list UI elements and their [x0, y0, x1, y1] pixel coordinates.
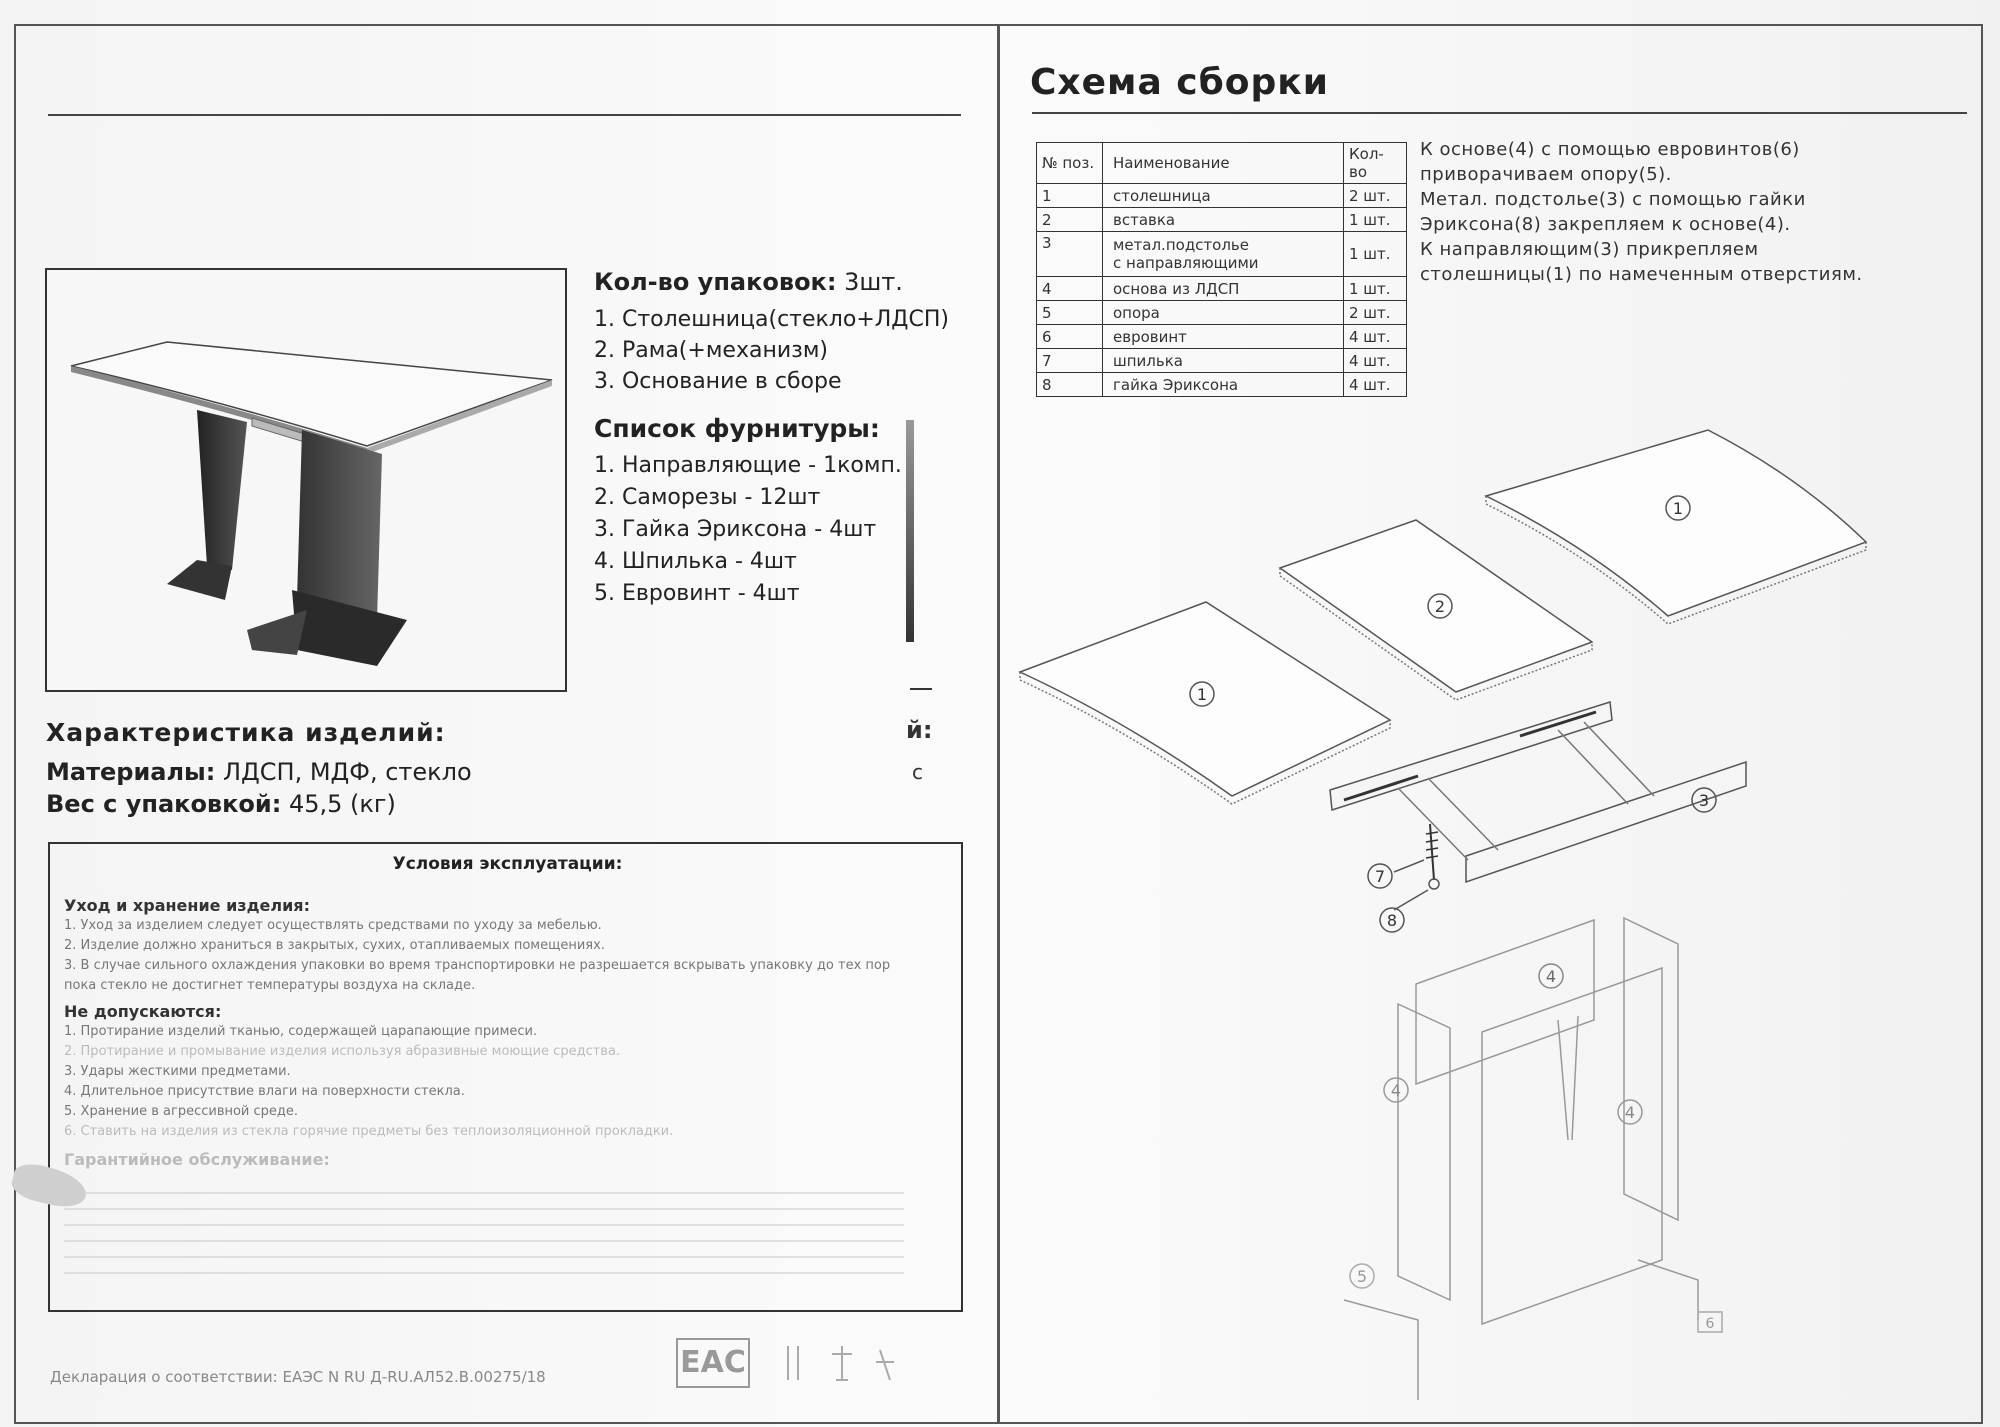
forbidden-item: 2. Протирание и промывание изделия используя абразивные моющие средства.: [64, 1044, 621, 1059]
eac-mark: ЕАС: [676, 1338, 750, 1388]
list-item: 2. Саморезы - 12шт: [594, 485, 821, 510]
list-item: 3. Гайка Эриксона - 4шт: [594, 517, 877, 542]
forbidden-item: 6. Ставить на изделия из стекла горячие предметы без теплоизоляционной прокладки.: [64, 1124, 674, 1139]
exploded-assembly-diagram: [998, 420, 1983, 1420]
care-item: 3. В случае сильного охлаждения упаковки во время транспортировки не разрешается вскрывать упаковку до тех пор: [64, 958, 891, 973]
callout-label: 5: [1356, 1267, 1368, 1286]
callout-label: 4: [1390, 1081, 1402, 1100]
instruction-line: К основе(4) с помощью евровинтов(6): [1420, 139, 1800, 160]
instruction-line: К направляющим(3) прикрепляем: [1420, 239, 1759, 260]
callout-label: 4: [1624, 1103, 1636, 1122]
care-item: 1. Уход за изделием следует осуществлять средствами по уходу за мебелью.: [64, 918, 602, 933]
list-item: 4. Шпилька - 4шт: [594, 549, 797, 574]
table-cell: основа из ЛДСП: [1103, 277, 1344, 301]
table-cell: 1 шт.: [1344, 232, 1407, 277]
callout-label: 6: [1705, 1316, 1715, 1332]
packaging-title: Кол-во упаковок: 3шт.: [594, 268, 903, 296]
callout-label: 7: [1374, 867, 1386, 886]
fittings-title: Список фурнитуры:: [594, 414, 880, 443]
care-title: Уход и хранение изделия:: [64, 896, 310, 915]
table-cell: 2: [1037, 208, 1103, 232]
table-cell: 1 шт.: [1344, 277, 1407, 301]
base-center-panel: [1482, 968, 1662, 1324]
declaration: Декларация о соответствии: ЕАЭС N RU Д-RU.АЛ52.В.00275/18: [50, 1368, 546, 1386]
truncated-fragment: й:: [906, 716, 933, 744]
table-cell: 8: [1037, 373, 1103, 397]
instruction-line: Эриксона(8) закрепляем к основе(4).: [1420, 214, 1791, 235]
table-cell: 1 шт.: [1344, 208, 1407, 232]
adjacent-rule-edge: [910, 688, 932, 690]
table-row: [1037, 208, 1407, 232]
tabletop-right: [1486, 430, 1866, 616]
instruction-line: приворачиваем опору(5).: [1420, 164, 1672, 185]
conditions-box: [48, 842, 963, 1312]
adjacent-photo-edge: [906, 420, 914, 642]
left-header-rule: [48, 114, 961, 116]
base-side-left: [1398, 1004, 1450, 1300]
table-cell: евровинт: [1103, 325, 1344, 349]
table-row: [1037, 373, 1407, 397]
table-cell: 1: [1037, 184, 1103, 208]
list-item: 5. Евровинт - 4шт: [594, 581, 800, 606]
table-cell: 3: [1037, 232, 1103, 277]
list-item: 2. Рама(+механизм): [594, 338, 829, 363]
table-cell: 4 шт.: [1344, 349, 1407, 373]
nut-8: [1429, 879, 1439, 889]
list-item: 1. Столешница(стекло+ЛДСП): [594, 307, 949, 332]
table-row: [1037, 325, 1407, 349]
instruction-line: столешницы(1) по намеченным отверстиям.: [1420, 264, 1863, 285]
materials: Материалы: ЛДСП, МДФ, стекло: [46, 758, 472, 786]
fittings-list: [594, 450, 902, 610]
callout-label: 3: [1698, 791, 1710, 810]
instruction-line: Метал. подстолье(3) с помощью гайки: [1420, 189, 1806, 210]
right-header-rule: [1032, 112, 1967, 114]
page-title: Схема сборки: [1030, 62, 1329, 103]
truncated-fragment: с: [912, 760, 923, 784]
list-item: 1. Направляющие - 1комп.: [594, 453, 902, 478]
callout-label: 8: [1386, 911, 1398, 930]
faded-warranty-text: [64, 1178, 904, 1288]
table-row: [1037, 349, 1407, 373]
table-cell: столешница: [1103, 184, 1344, 208]
table-cell: 4: [1037, 277, 1103, 301]
recycle-icon: [876, 1350, 894, 1380]
table-cell: 4 шт.: [1344, 373, 1407, 397]
table-row: [1037, 184, 1407, 208]
callout-label: 2: [1434, 597, 1446, 616]
forbidden-item: 3. Удары жесткими предметами.: [64, 1064, 291, 1079]
header-cell: Кол-во: [1344, 143, 1407, 184]
table-cell: 2 шт.: [1344, 301, 1407, 325]
list-item: 3. Основание в сборе: [594, 369, 842, 394]
conditions-title: Условия эксплуатации:: [392, 854, 623, 874]
assembly-instructions: [1420, 137, 1863, 287]
table-cell: метал.подстолье с направляющими: [1103, 232, 1344, 277]
table-row: [1037, 277, 1407, 301]
table-row: [1037, 301, 1407, 325]
table-cell: гайка Эриксона: [1103, 373, 1344, 397]
table-cell: 2 шт.: [1344, 184, 1407, 208]
header-cell: Наименование: [1103, 143, 1344, 184]
forbidden-item: 4. Длительное присутствие влаги на поверхности стекла.: [64, 1084, 465, 1099]
base-side-right: [1624, 918, 1678, 1220]
keep-dry-icon: [832, 1346, 852, 1380]
forbidden-item: 5. Хранение в агрессивной среде.: [64, 1104, 299, 1119]
fragile-icon: [788, 1346, 798, 1380]
parts-table: [1036, 142, 1407, 397]
care-item: 2. Изделие должно храниться в закрытых, сухих, отапливаемых помещениях.: [64, 938, 605, 953]
packaging-list: [594, 304, 949, 397]
forbidden-title: Не допускаются:: [64, 1002, 222, 1021]
table-cell: вставка: [1103, 208, 1344, 232]
table-row: [1037, 232, 1407, 277]
care-item: пока стекло не достигнет температуры воздуха на складе.: [64, 978, 476, 993]
table-header-row: [1037, 143, 1407, 184]
weight: Вес с упаковкой: 45,5 (кг): [46, 790, 396, 818]
table-photo: [45, 268, 567, 692]
table-cell: 4 шт.: [1344, 325, 1407, 349]
table-cell: 6: [1037, 325, 1103, 349]
table-cell: шпилька: [1103, 349, 1344, 373]
callout-label: 4: [1545, 967, 1557, 986]
table-cell: 7: [1037, 349, 1103, 373]
table-photo-illustration: [47, 270, 565, 690]
header-cell: № поз.: [1037, 143, 1103, 184]
callout-label: 1: [1196, 685, 1208, 704]
characteristics-title: Характеристика изделий:: [46, 718, 446, 747]
care-symbols: [780, 1340, 900, 1386]
table-cell: 5: [1037, 301, 1103, 325]
callout-label: 1: [1672, 499, 1684, 518]
warranty-title: Гарантийное обслуживание:: [64, 1150, 330, 1169]
forbidden-item: 1. Протирание изделий тканью, содержащей царапающие примеси.: [64, 1024, 538, 1039]
table-cell: опора: [1103, 301, 1344, 325]
